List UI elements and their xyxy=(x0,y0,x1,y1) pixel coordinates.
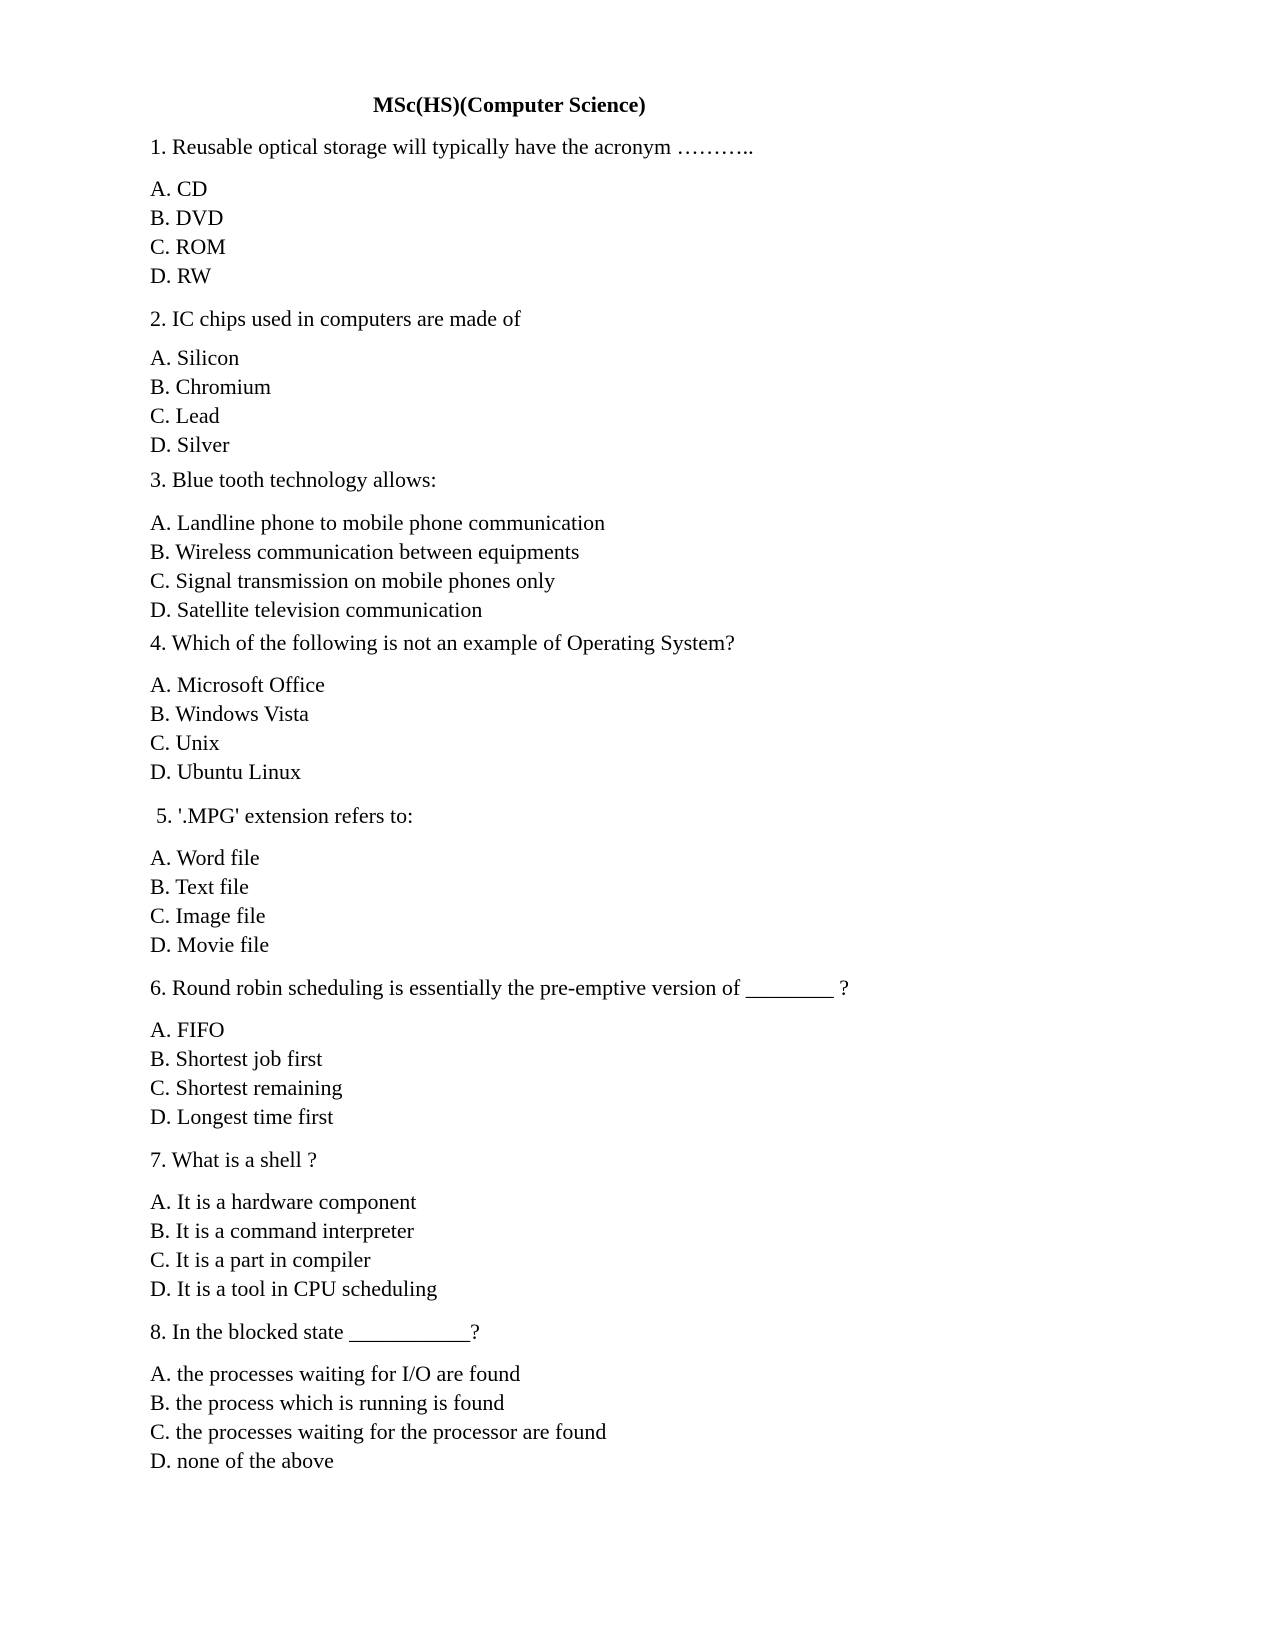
option-b: B. Text file xyxy=(150,874,249,899)
question-text: 5. '.MPG' extension refers to: xyxy=(156,803,414,828)
option-d: D. none of the above xyxy=(150,1448,334,1473)
question-block-1 xyxy=(150,134,1150,290)
option-d: D. Silver xyxy=(150,432,230,457)
question-text: 4. Which of the following is not an example of Operating System? xyxy=(150,630,735,655)
option-d: D. It is a tool in CPU scheduling xyxy=(150,1276,438,1301)
option-c: C. Image file xyxy=(150,903,266,928)
option-d: D. Movie file xyxy=(150,932,270,957)
option-c: C. Shortest remaining xyxy=(150,1075,343,1100)
question-text: 3. Blue tooth technology allows: xyxy=(150,467,437,492)
option-b: B. Shortest job first xyxy=(150,1046,323,1071)
option-a: A. the processes waiting for I/O are found xyxy=(150,1361,521,1386)
options-list xyxy=(150,508,1150,624)
option-b: B. Windows Vista xyxy=(150,701,309,726)
option-a: A. It is a hardware component xyxy=(150,1189,417,1214)
options-list xyxy=(150,343,1150,459)
question-text: 6. Round robin scheduling is essentially the pre-emptive version of ________ ? xyxy=(150,975,849,1000)
option-b: B. DVD xyxy=(150,205,224,230)
option-a: A. Word file xyxy=(150,845,260,870)
option-b: B. the process which is running is found xyxy=(150,1390,505,1415)
options-list xyxy=(150,1359,1150,1475)
page-title: MSc(HS)(Computer Science) xyxy=(373,92,646,117)
option-b: B. Wireless communication between equipments xyxy=(150,539,580,564)
option-d: D. Ubuntu Linux xyxy=(150,759,301,784)
option-c: C. Lead xyxy=(150,403,220,428)
option-c: C. Unix xyxy=(150,730,220,755)
option-c: C. the processes waiting for the processor are found xyxy=(150,1419,607,1444)
option-a: A. Microsoft Office xyxy=(150,672,325,697)
question-block-2 xyxy=(150,306,1150,459)
option-d: D. Longest time first xyxy=(150,1104,334,1129)
option-c: C. It is a part in compiler xyxy=(150,1247,371,1272)
option-d: D. RW xyxy=(150,263,212,288)
option-a: A. Silicon xyxy=(150,345,240,370)
option-a: A. CD xyxy=(150,176,208,201)
options-list xyxy=(150,843,1150,959)
question-block-7 xyxy=(150,1147,1150,1303)
question-block-5 xyxy=(150,803,1150,959)
option-d: D. Satellite television communication xyxy=(150,597,483,622)
options-list xyxy=(150,1187,1150,1303)
question-text: 1. Reusable optical storage will typically have the acronym ……….. xyxy=(150,134,754,159)
option-c: C. ROM xyxy=(150,234,226,259)
question-text: 8. In the blocked state ___________? xyxy=(150,1319,480,1344)
options-list xyxy=(150,174,1150,290)
question-block-6 xyxy=(150,975,1150,1131)
question-block-8 xyxy=(150,1319,1150,1475)
option-a: A. Landline phone to mobile phone communication xyxy=(150,510,606,535)
question-text: 7. What is a shell ? xyxy=(150,1147,317,1172)
question-block-3 xyxy=(150,467,1150,624)
options-list xyxy=(150,670,1150,786)
option-a: A. FIFO xyxy=(150,1017,225,1042)
option-b: B. Chromium xyxy=(150,374,272,399)
option-b: B. It is a command interpreter xyxy=(150,1218,414,1243)
options-list xyxy=(150,1015,1150,1131)
option-c: C. Signal transmission on mobile phones only xyxy=(150,568,556,593)
question-text: 2. IC chips used in computers are made of xyxy=(150,306,521,331)
question-block-4 xyxy=(150,630,1150,786)
